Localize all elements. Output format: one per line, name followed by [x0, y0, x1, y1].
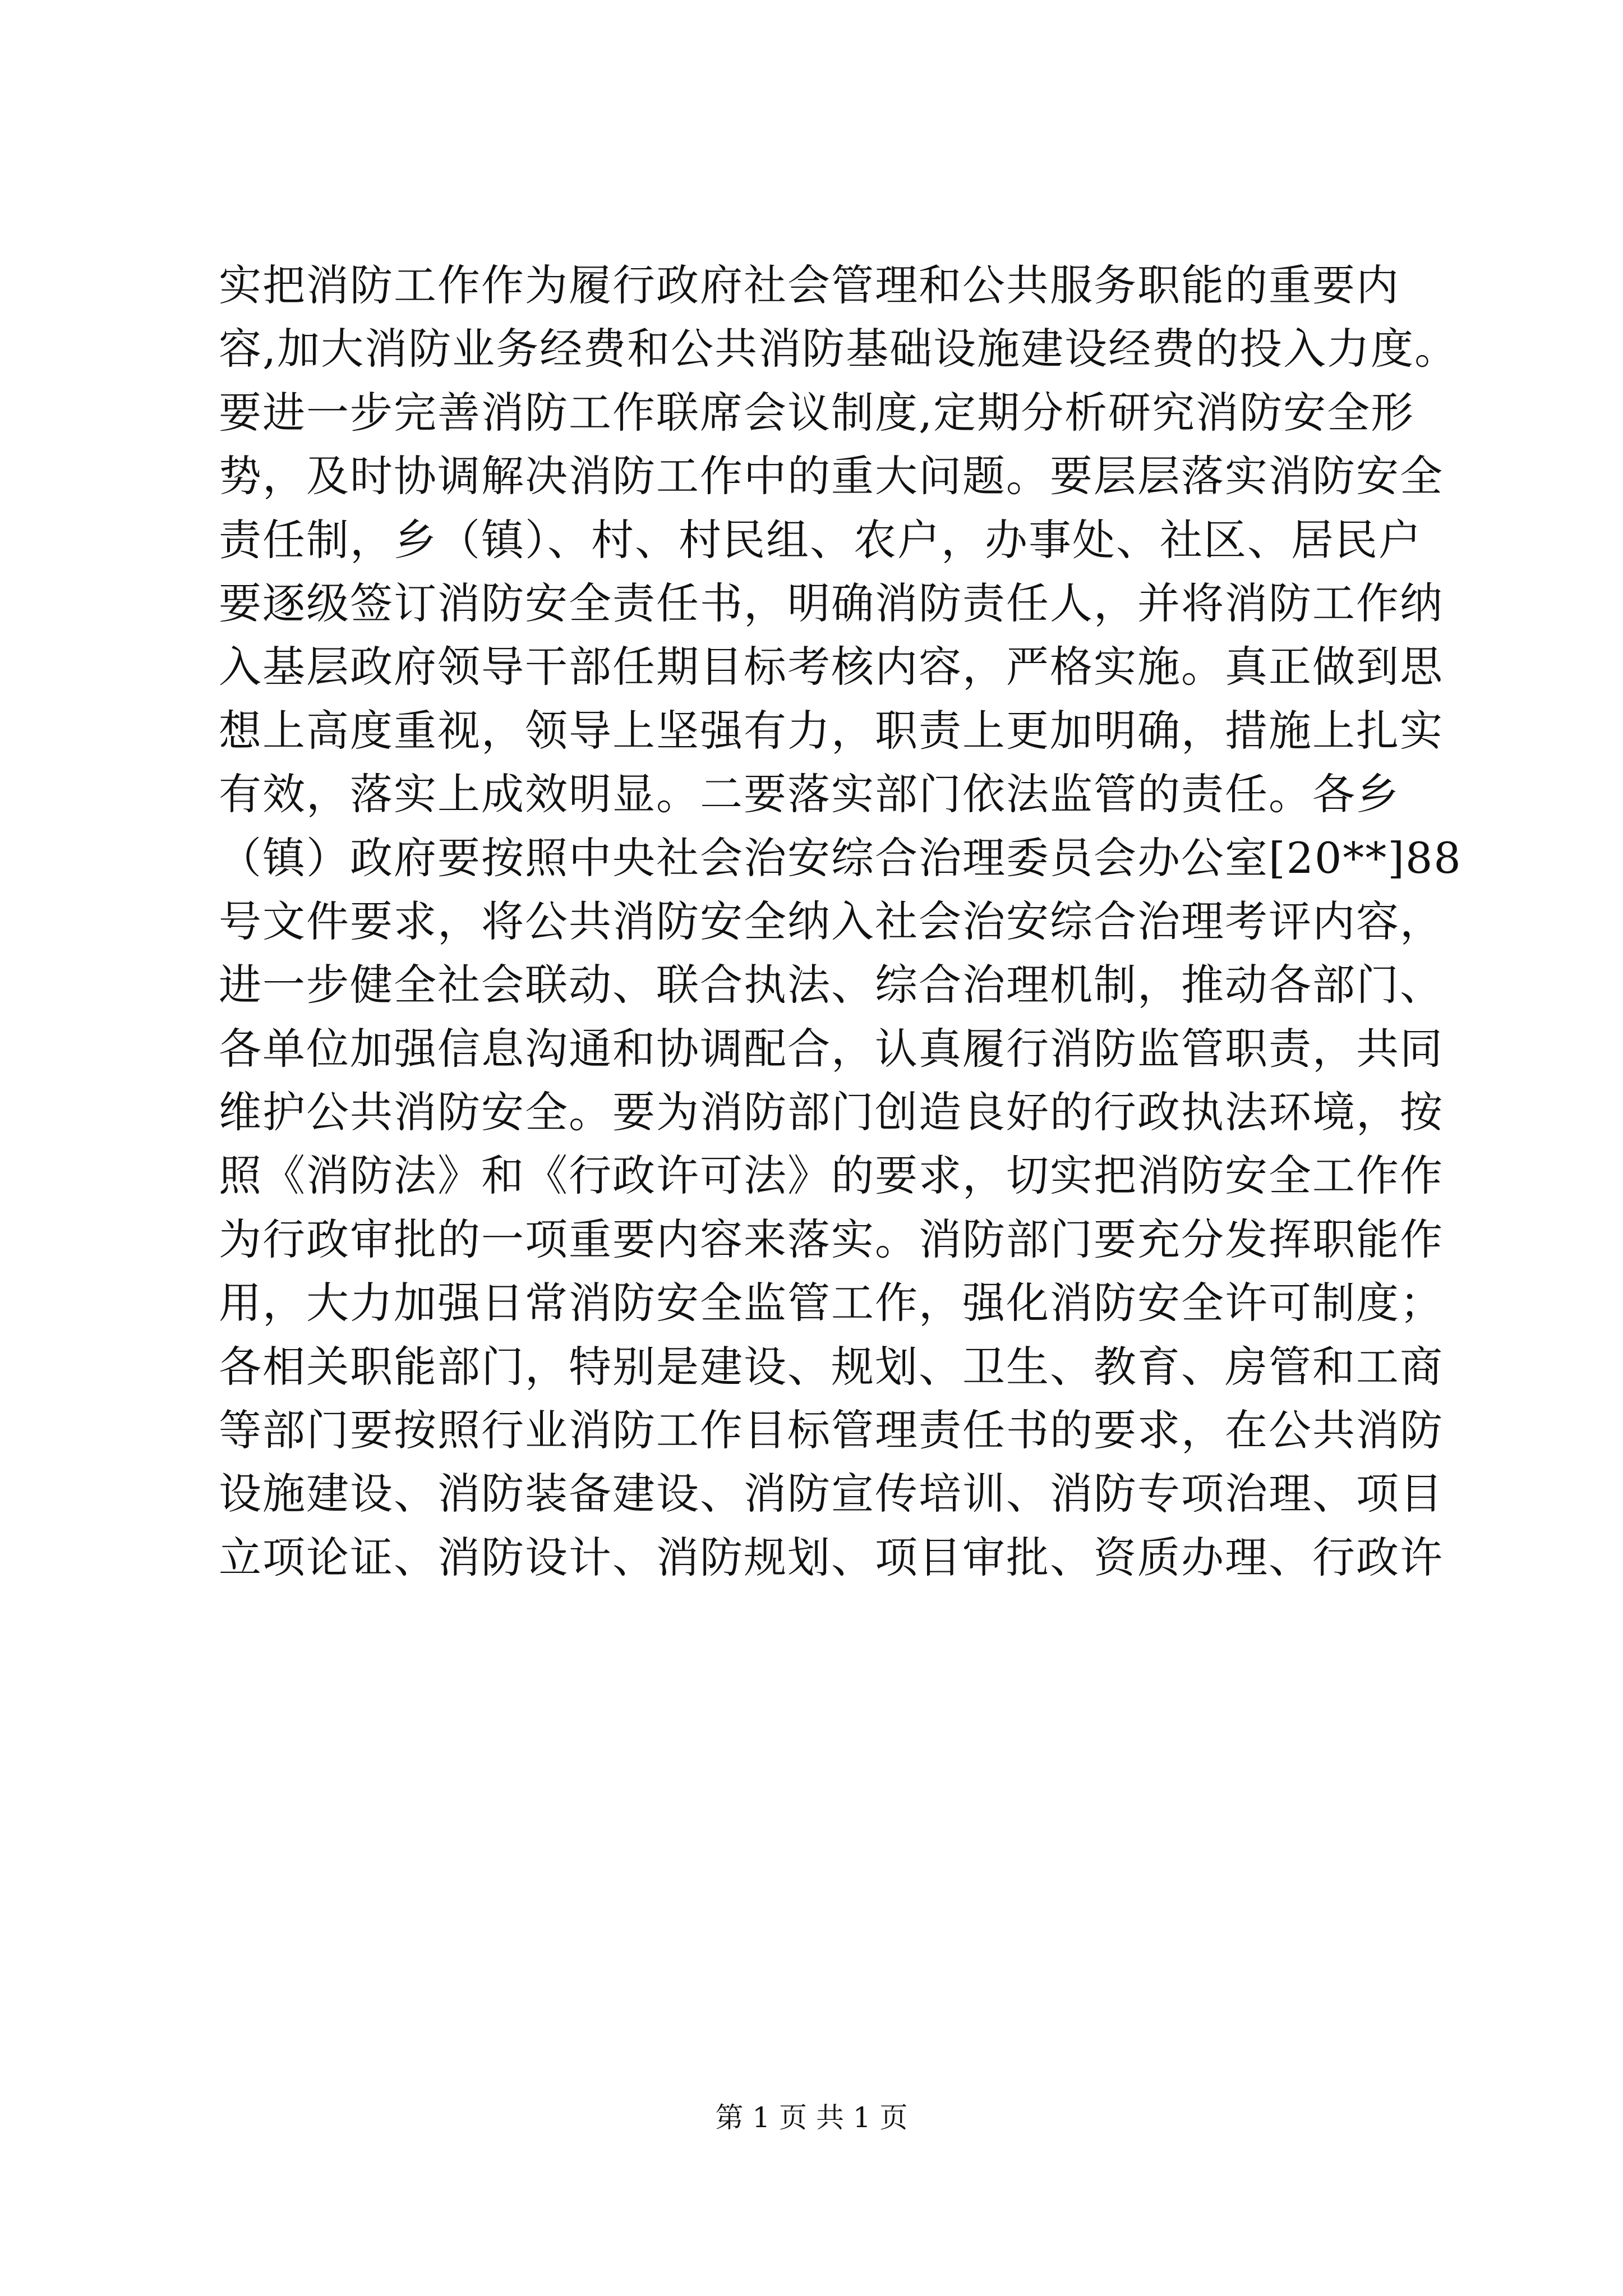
text-line: 设施建设、消防装备建设、消防宣传培训、消防专项治理、项目: [219, 1469, 1444, 1519]
text-line: 势，及时协调解决消防工作中的重大问题。要层层落实消防安全: [219, 451, 1444, 501]
text-line: 要逐级签订消防安全责任书，明确消防责任人，并将消防工作纳: [219, 578, 1444, 628]
text-line: 等部门要按照行业消防工作目标管理责任书的要求，在公共消防: [219, 1405, 1444, 1456]
text-line: 立项论证、消防设计、消防规划、项目审批、资质办理、行政许: [219, 1532, 1444, 1582]
body-text: [219, 254, 1462, 1589]
text-line: 号文件要求，将公共消防安全纳入社会治安综合治理考评内容，: [219, 896, 1444, 946]
text-line: 照《消防法》和《行政许可法》的要求，切实把消防安全工作作: [219, 1151, 1444, 1201]
text-line: 想上高度重视，领导上坚强有力，职责上更加明确，措施上扎实: [219, 705, 1444, 756]
text-line: 责任制，乡（镇）、村、村民组、农户，办事处、社区、居民户: [219, 514, 1422, 565]
text-line: 入基层政府领导干部任期目标考核内容，严格实施。真正做到思: [219, 642, 1444, 692]
text-line: 维护公共消防安全。要为消防部门创造良好的行政执法环境，按: [219, 1087, 1444, 1138]
text-line: 有效，落实上成效明显。二要落实部门依法监管的责任。各乡: [219, 769, 1400, 820]
text-line: 各相关职能部门，特别是建设、规划、卫生、教育、房管和工商: [219, 1341, 1444, 1392]
text-line: 实把消防工作作为履行政府社会管理和公共服务职能的重要内: [219, 260, 1400, 310]
text-line: 要进一步完善消防工作联席会议制度,定期分析研究消防安全形: [219, 387, 1415, 438]
text-line: 为行政审批的一项重要内容来落实。消防部门要充分发挥职能作: [219, 1214, 1444, 1264]
text-line: 进一步健全社会联动、联合执法、综合治理机制，推动各部门、: [219, 960, 1444, 1010]
text-line: 各单位加强信息沟通和协调配合，认真履行消防监管职责，共同: [219, 1023, 1444, 1074]
text-line: （镇）政府要按照中央社会治安综合治理委员会办公室[20**]88: [219, 832, 1462, 883]
text-line: 容,加大消防业务经费和公共消防基础设施建设经费的投入力度。: [219, 324, 1459, 374]
text-line: 用，大力加强日常消防安全监管工作，强化消防安全许可制度；: [219, 1278, 1444, 1328]
page-footer: 第 1 页 共 1 页: [715, 2101, 908, 2134]
